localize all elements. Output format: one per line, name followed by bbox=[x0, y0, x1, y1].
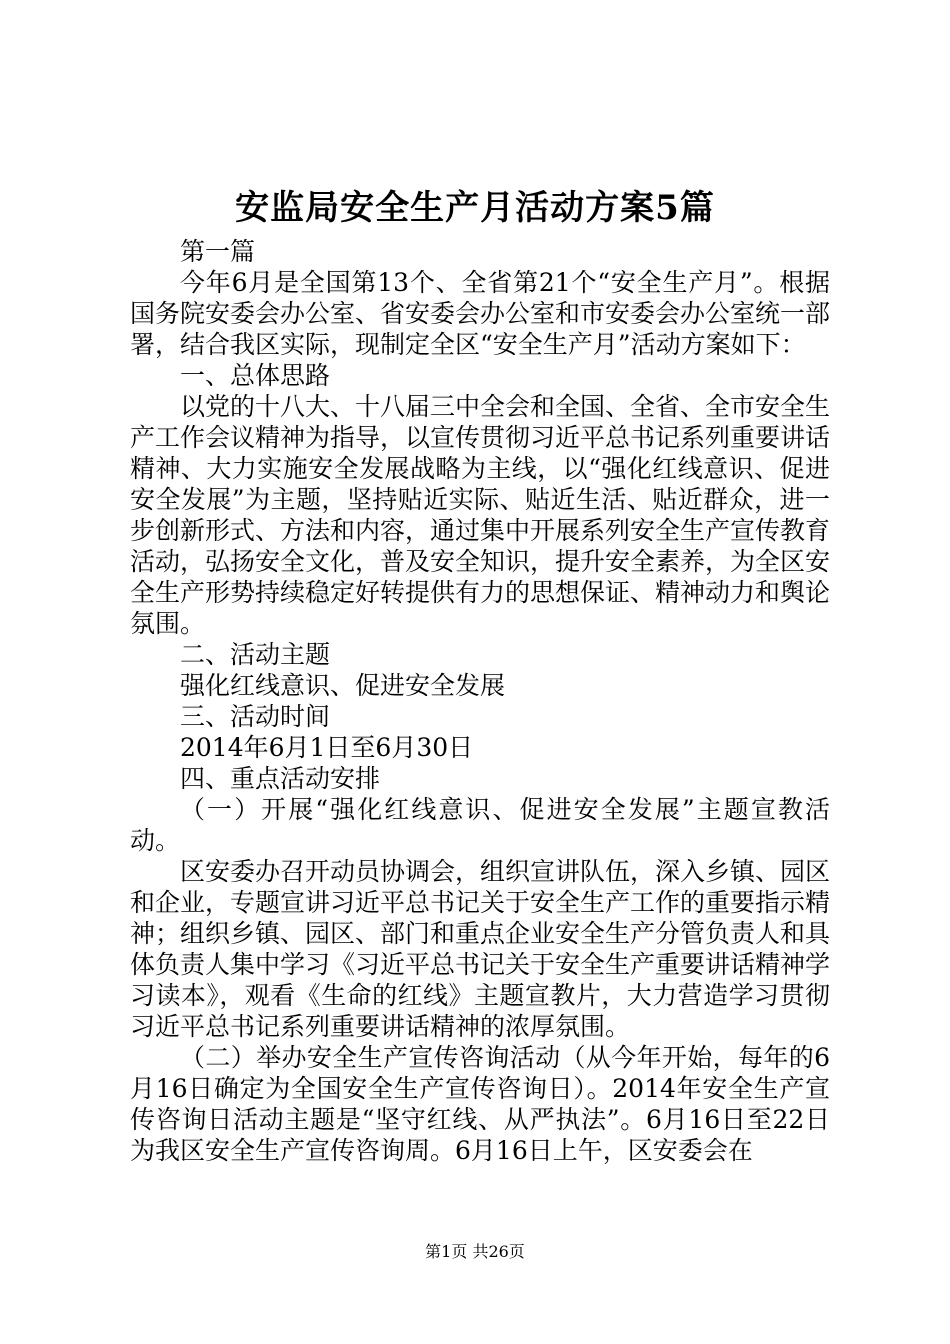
overall-approach-paragraph: 以党的十八大、十八届三中全会和全国、全省、全市安全生产工作会议精神为指导，以宣传贯彻习近平总书记系列重要讲话精神、大力实施安全发展战略为主线，以“强化红线意识、促进安全发展”为主题，坚持贴近实际、贴近生活、贴近群众，进一步创新形式、方法和内容，通过集中开展系列安全生产宣传教育活动，弘扬安全文化，普及安全知识，提升安全素养，为全区安全生产形势持续稳定好转提供有力的思想保证、精神动力和舆论氛围。 bbox=[130, 392, 831, 638]
heading-key-activities: 四、重点活动安排 bbox=[180, 764, 381, 793]
subheading-activity-one: （一）开展“强化红线意识、促进安全发展”主题宣教活动。 bbox=[130, 795, 830, 855]
heading-overall-approach: 一、总体思路 bbox=[180, 361, 331, 390]
document-title: 安监局安全生产月活动方案5篇 bbox=[235, 188, 715, 228]
section-heading-part-one: 第一篇 bbox=[180, 237, 256, 266]
heading-activity-theme: 二、活动主题 bbox=[180, 640, 331, 669]
activity-time-text: 2014年6月1日至6月30日 bbox=[180, 733, 474, 762]
activity-two-paragraph: （二）举办安全生产宣传咨询活动（从今年开始，每年的6月16日确定为全国安全生产宣传咨询日）。2014年安全生产宣传咨询日活动主题是“坚守红线、从严执法”。6月16日至22日为我区安全生产宣传咨询周。6月16日上午，区安委会在 bbox=[130, 1043, 830, 1165]
page-footer: 第1页 共26页 bbox=[425, 1242, 525, 1261]
document-body bbox=[130, 236, 830, 1166]
intro-paragraph: 今年6月是全国第13个、全省第21个“安全生产月”。根据国务院安委会办公室、省安委会办公室和市安委会办公室统一部署，结合我区实际，现制定全区“安全生产月”活动方案如下： bbox=[130, 268, 831, 359]
activity-theme-text: 强化红线意识、促进安全发展 bbox=[180, 671, 506, 700]
activity-one-paragraph: 区安委办召开动员协调会，组织宣讲队伍，深入乡镇、园区和企业，专题宣讲习近平总书记关于安全生产工作的重要指示精神；组织乡镇、园区、部门和重点企业安全生产分管负责人和具体负责人集中学习《习近平总书记关于安全生产重要讲话精神学习读本》，观看《生命的红线》主题宣教片，大力营造学习贯彻习近平总书记系列重要讲话精神的浓厚氛围。 bbox=[130, 857, 831, 1041]
heading-activity-time: 三、活动时间 bbox=[180, 702, 331, 731]
